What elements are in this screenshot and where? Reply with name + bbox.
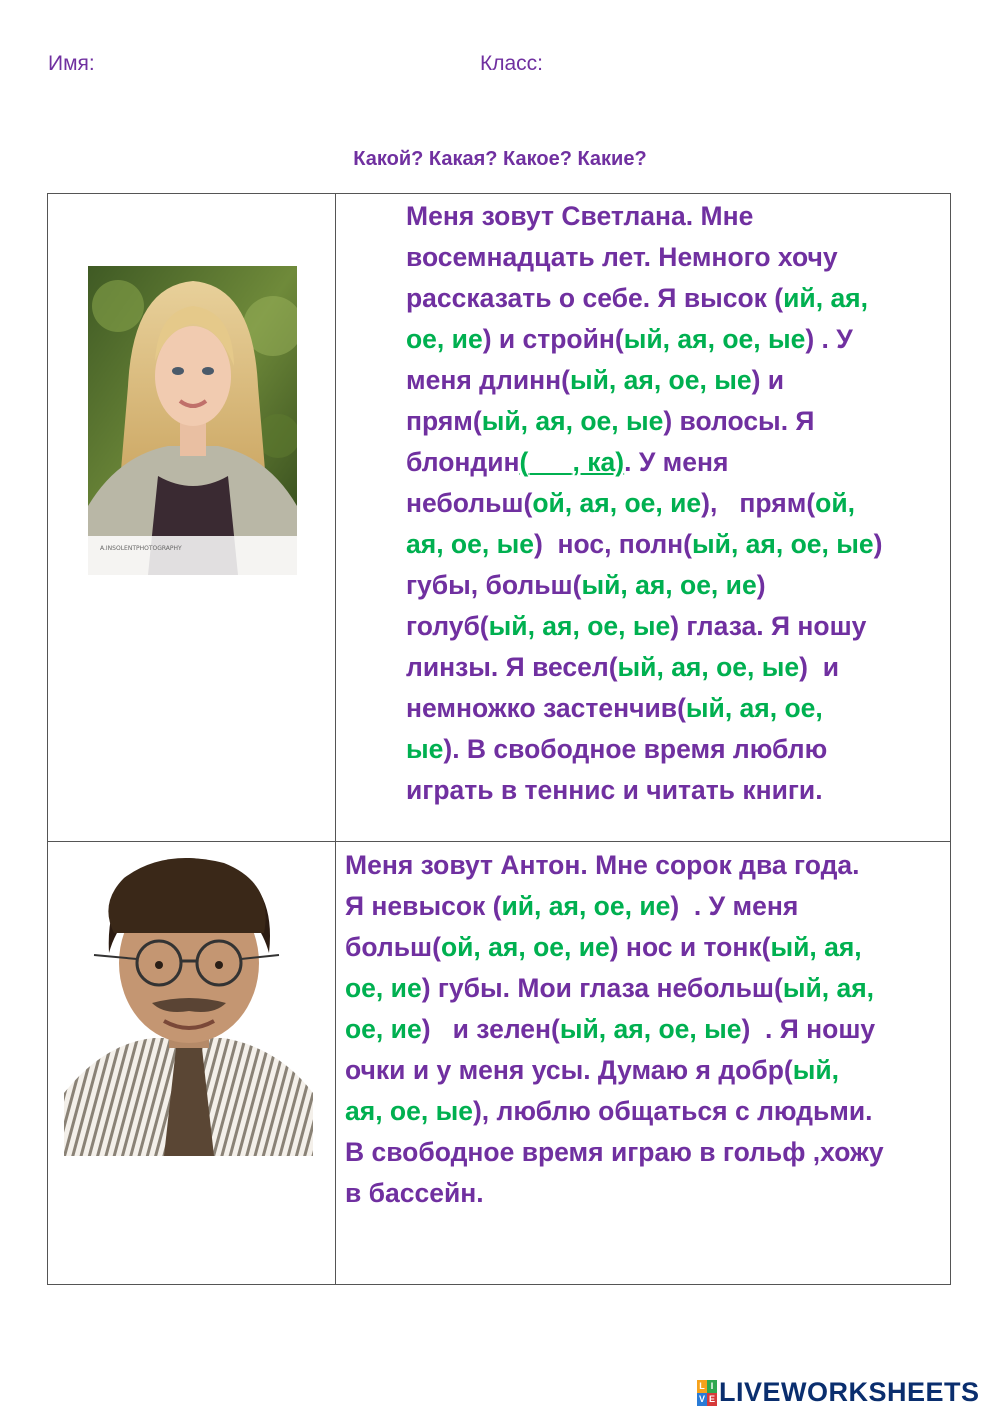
text-segment: ), прям(: [701, 488, 816, 518]
logo-text: LIVEWORKSHEETS: [719, 1377, 980, 1407]
row2-exercise-text: [345, 845, 945, 1214]
answer-options: ый, ая, ое, ие: [581, 570, 757, 600]
class-label: Класс:: [480, 52, 543, 75]
text-segment: ) . У меня больш(: [345, 891, 799, 962]
answer-options: ый, ая, ое, ые: [692, 529, 874, 559]
answer-options: ый, ая, ое, ые: [345, 1055, 840, 1126]
answer-options: ой, ая, ое, ие: [440, 932, 610, 962]
text-segment: ), люблю общаться с людьми. В свободное время играю в гольф ,хожу в бассейн.: [345, 1096, 884, 1208]
text-segment: . У меня небольш(: [406, 447, 729, 518]
photo-caption: A.INSOLENTPHOTOGRAPHY: [100, 545, 182, 552]
answer-options: ый, ая, ое, ые: [569, 365, 752, 395]
text-segment: Меня зовут Антон. Мне сорок два года. Я невысок (: [345, 850, 860, 921]
answer-options: ый, ая, ое, ые: [488, 611, 671, 641]
answer-options: ый, ая, ое, ые: [481, 406, 664, 436]
text-segment: ) нос, полн(: [533, 529, 693, 559]
text-segment: ) и стройн(: [482, 324, 624, 354]
text-segment: ) и немножко застенчив(: [406, 652, 839, 723]
answer-options: ой, ая, ое, ие: [532, 488, 702, 518]
name-label: Имя:: [48, 52, 95, 75]
answer-options: ий, ая, ое, ие: [406, 283, 869, 354]
logo-icon: L I V E: [698, 1380, 715, 1404]
answer-options: ый, ая, ое, ие: [345, 932, 862, 1003]
woman-photo: [88, 266, 297, 575]
worksheet-title: Какой? Какая? Какое? Какие?: [353, 148, 647, 170]
text-segment: ) и зелен(: [421, 1014, 560, 1044]
text-segment: ) губы, больш(: [406, 529, 883, 600]
answer-options: ий, ая, ое, ие: [501, 891, 671, 921]
text-segment: ) . Я ношу очки и у меня усы. Думаю я добр(: [345, 1014, 876, 1085]
answer-options: ый, ая, ое, ые: [623, 324, 806, 354]
answer-options: (___, ка): [519, 447, 625, 477]
table-border-right: [950, 193, 951, 1285]
text-segment: ) и прям(: [406, 365, 785, 436]
table-border-left: [47, 193, 48, 1285]
answer-options: ый, ая, ое, ые: [617, 652, 800, 682]
table-border-middle: [47, 841, 951, 842]
answer-options: ый, ая, ое, ые: [406, 693, 823, 764]
text-segment: ) нос и тонк(: [609, 932, 771, 962]
text-segment: ) глаза. Я ношу линзы. Я весел(: [406, 611, 867, 682]
answer-options: ой, ая, ое, ые: [406, 488, 855, 559]
text-segment: ) губы. Мои глаза небольш(: [421, 973, 783, 1003]
text-segment: ) волосы. Я блондин: [406, 406, 815, 477]
table-border-top: [47, 193, 951, 194]
man-photo: [64, 843, 313, 1156]
table-border-bottom: [47, 1284, 951, 1285]
answer-options: ый, ая, ое, ие: [345, 973, 875, 1044]
text-segment: ). В свободное время люблю играть в теннис и читать книги.: [406, 734, 828, 805]
text-segment: Меня зовут Светлана. Мне восемнадцать лет. Немного хочу рассказать о себе. Я высок (: [406, 201, 838, 313]
table-border-column: [335, 193, 336, 1285]
text-segment: ) голуб(: [406, 570, 766, 641]
answer-options: ый, ая, ое, ые: [559, 1014, 742, 1044]
text-segment: ) . У меня длинн(: [406, 324, 853, 395]
liveworksheets-logo: [697, 1377, 980, 1408]
row1-exercise-text: [406, 196, 946, 811]
